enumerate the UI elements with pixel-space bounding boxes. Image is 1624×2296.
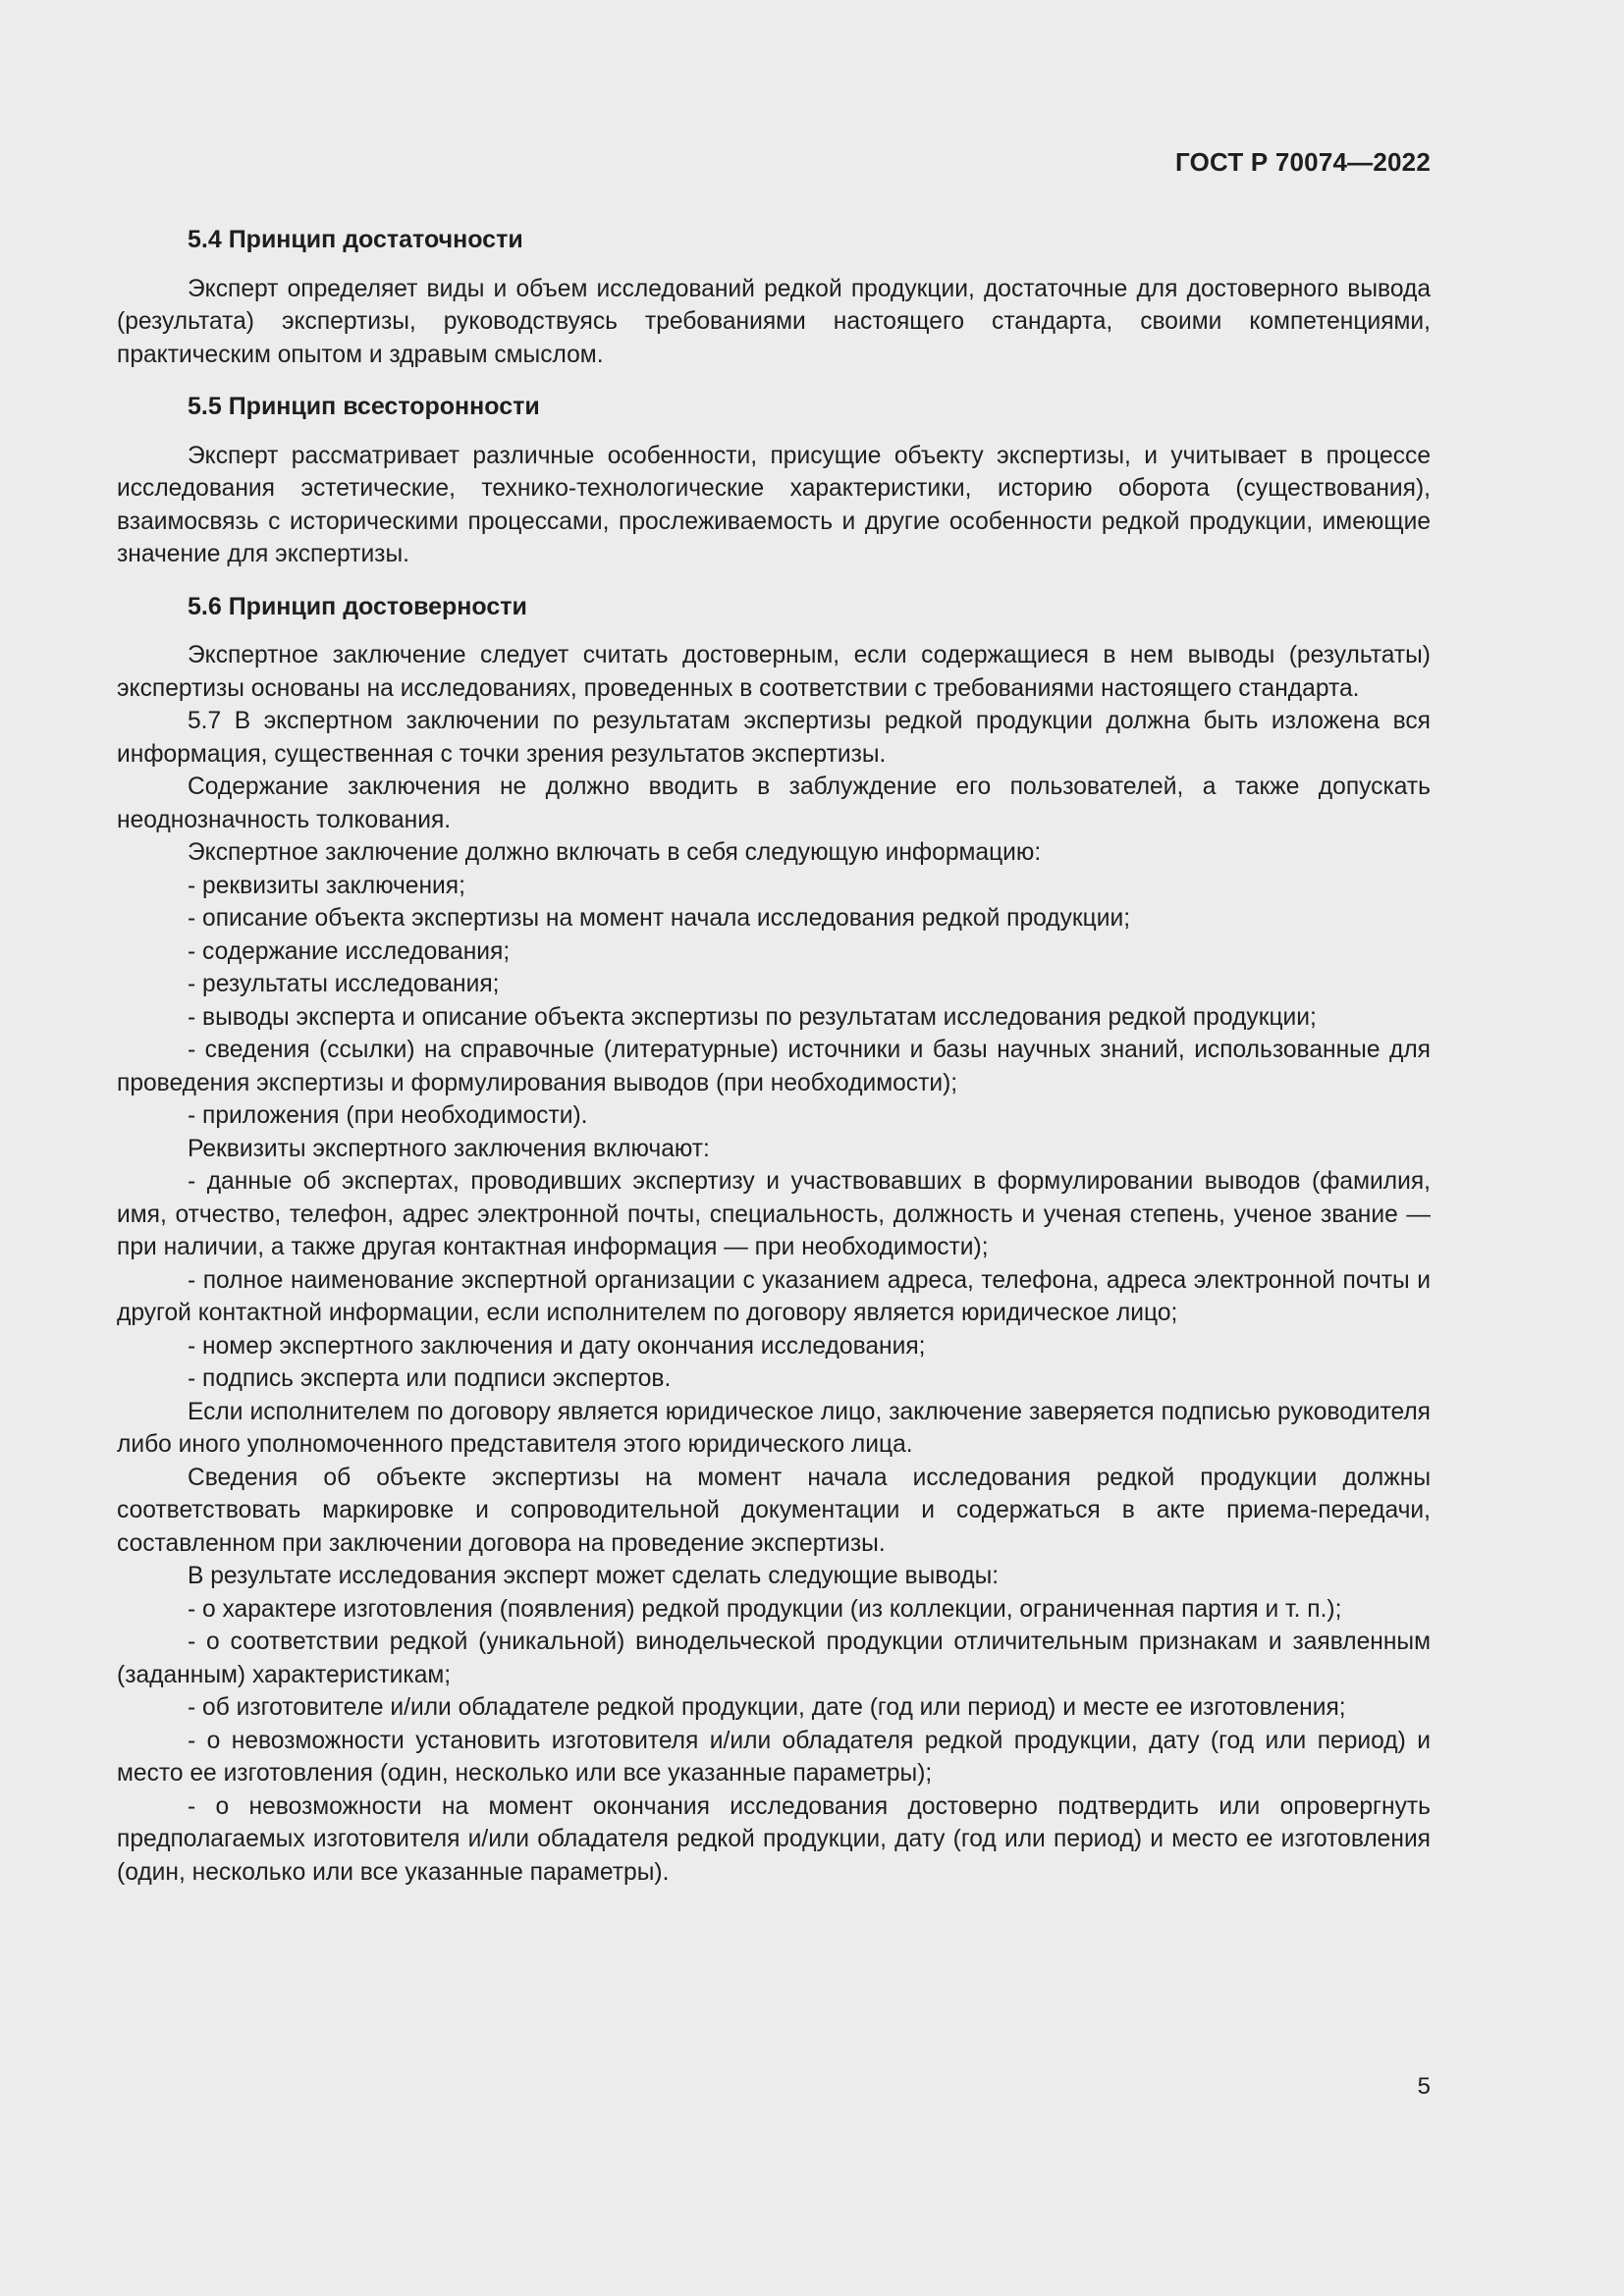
- list-item: - номер экспертного заключения и дату окончания исследования;: [188, 1332, 926, 1360]
- section-5-7-paragraph: 5.7 В экспертном заключении по результатам экспертизы редкой продукции должна быть изложена вся информация, существенная с точки зрения результатов экспертизы.: [117, 708, 1431, 768]
- section-5-5-paragraph: Эксперт рассматривает различные особенности, присущие объекту экспертизы, и учитывает в процессе исследования эстетические, технико-технологические характеристики, историю оборота (существования), взаимосвязь с историческими процессами, прослеживаемость и другие особенности редкой продукции, имеющие значение для экспертизы.: [117, 442, 1431, 567]
- section-5-4-heading: 5.4 Принцип достаточности: [188, 226, 523, 253]
- paragraph-content-requirement: Содержание заключения не должно вводить в заблуждение его пользователей, а также допускать неоднозначность толкования.: [117, 774, 1431, 833]
- list-item: - сведения (ссылки) на справочные (литературные) источники и базы научных знаний, использованные для проведения экспертизы и формулирования выводов (при необходимости);: [117, 1037, 1431, 1096]
- list-item: - данные об экспертах, проводивших экспертизу и участвовавших в формулировании выводов (фамилия, имя, отчество, телефон, адрес электронной почты, специальность, должность и ученая степень, ученое звание — при наличии, а также другая контактная информация — при необходимости);: [117, 1168, 1431, 1260]
- section-5-6-heading: 5.6 Принцип достоверности: [188, 592, 527, 620]
- section-5-4-paragraph: Эксперт определяет виды и объем исследований редкой продукции, достаточные для достоверного вывода (результата) экспертизы, руководствуясь требованиями настоящего стандарта, своими компетенциями, практическим опытом и здравым смыслом.: [117, 275, 1431, 368]
- section-5-5-heading: 5.5 Принцип всесторонности: [188, 393, 540, 420]
- paragraph-legal-entity: Если исполнителем по договору является юридическое лицо, заключение заверяется подписью руководителя либо иного уполномоченного представителя этого юридического лица.: [117, 1398, 1431, 1458]
- list-item: - результаты исследования;: [188, 971, 500, 997]
- list-item: - приложения (при необходимости).: [188, 1102, 588, 1129]
- list-item: - об изготовителе и/или обладателе редкой продукции, дате (год или период) и месте ее изготовления;: [188, 1694, 1346, 1721]
- list-item: - выводы эксперта и описание объекта экспертизы по результатам исследования редкой продукции;: [188, 1003, 1317, 1031]
- paragraph-object-info: Сведения об объекте экспертизы на момент начала исследования редкой продукции должны соответствовать маркировке и сопроводительной документации и содержаться в акте приема-передачи, составленном при заключении договора на проведение экспертизы.: [117, 1464, 1431, 1557]
- document-code: ГОСТ Р 70074—2022: [1175, 147, 1431, 177]
- paragraph-info-list-intro: Экспертное заключение должно включать в себя следующую информацию:: [188, 839, 1042, 866]
- list-item: - о невозможности установить изготовителя и/или обладателя редкой продукции, дату (год или период) и место ее изготовления (один, несколько или все указанные параметры);: [117, 1727, 1431, 1787]
- section-5-6-paragraph: Экспертное заключение следует считать достоверным, если содержащиеся в нем выводы (результаты) экспертизы основаны на исследованиях, проведенных в соответствии с требованиями настоящего стандарта.: [117, 642, 1431, 702]
- page-number: 5: [1417, 2073, 1431, 2100]
- list-item: - реквизиты заключения;: [188, 872, 465, 899]
- list-item: - подпись эксперта или подписи экспертов.: [188, 1365, 672, 1392]
- list-item: - содержание исследования;: [188, 937, 511, 965]
- list-item: - о невозможности на момент окончания исследования достоверно подтвердить или опровергнуть предполагаемых изготовителя и/или обладателя редкой продукции, дату (год или период) и место ее изготовления (один, несколько или все указанные параметры).: [117, 1792, 1431, 1886]
- paragraph-requisites-intro: Реквизиты экспертного заключения включают:: [188, 1135, 710, 1162]
- list-item: - описание объекта экспертизы на момент начала исследования редкой продукции;: [188, 905, 1131, 932]
- list-item: - о соответствии редкой (уникальной) винодельческой продукции отличительным признакам и заявленным (заданным) характеристикам;: [117, 1629, 1431, 1688]
- paragraph-conclusions-intro: В результате исследования эксперт может сделать следующие выводы:: [188, 1563, 1000, 1589]
- list-item: - полное наименование экспертной организации с указанием адреса, телефона, адреса электронной почты и другой контактной информации, если исполнителем по договору является юридическое лицо;: [117, 1266, 1431, 1326]
- list-item: - о характере изготовления (появления) редкой продукции (из коллекции, ограниченная партия и т. п.);: [188, 1595, 1342, 1623]
- document-body: [117, 224, 1431, 1889]
